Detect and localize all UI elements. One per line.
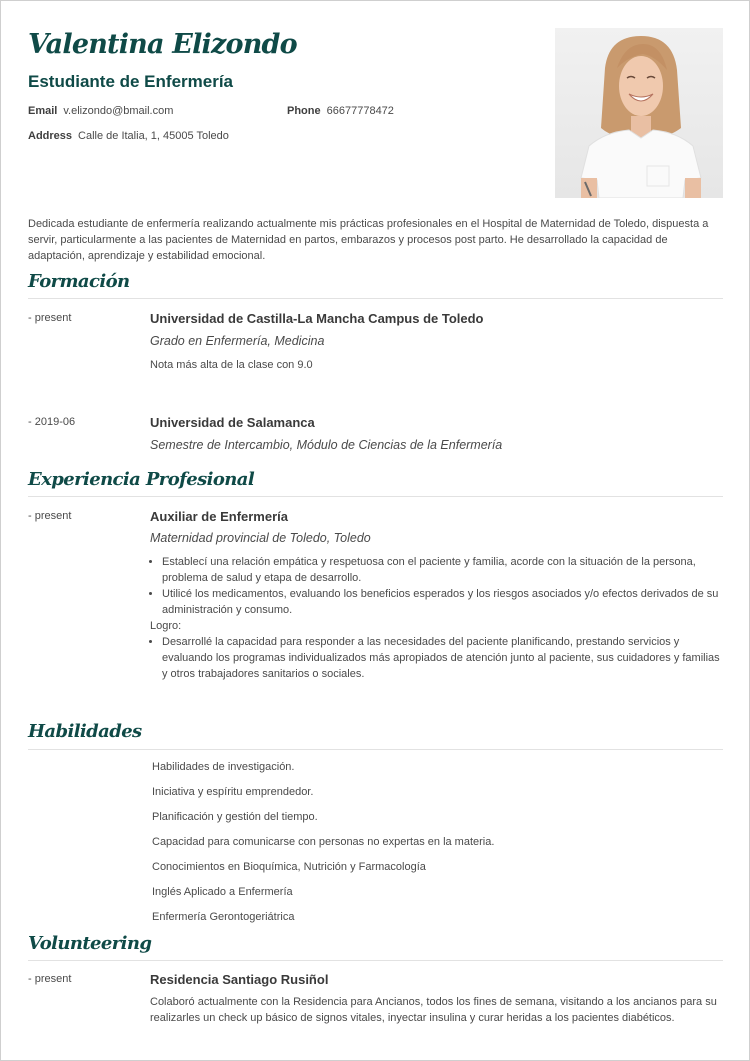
experience-employer: Maternidad provincial de Toledo, Toledo [150, 531, 371, 545]
portrait-image [555, 28, 723, 198]
volunteering-description: Colaboró actualmente con la Residencia para Ancianos, todos los fines de semana, visitando a los ancianos para su realizarles un check up básico de signos vitales, inyectar insulina y curar heridas a los pacientes diabéticos. [150, 996, 717, 1024]
education-date: - 2019-06 [28, 416, 76, 428]
experience-details [150, 554, 725, 682]
education-institution: Universidad de Castilla-La Mancha Campus de Toledo [150, 311, 484, 326]
section-heading-education: Formación [28, 271, 130, 292]
contact-email [28, 105, 173, 117]
section-divider [28, 749, 723, 750]
skill-item: Iniciativa y espíritu emprendedor. [152, 786, 314, 798]
experience-role: Auxiliar de Enfermería [150, 509, 288, 524]
email-label: Email [28, 105, 58, 117]
phone-label: Phone [287, 105, 321, 117]
skill-item: Conocimientos en Bioquímica, Nutrición y Farmacología [152, 861, 426, 873]
address-value: Calle de Italia, 1, 45005 Toledo [78, 130, 229, 142]
profile-photo [555, 28, 723, 198]
section-heading-skills: Habilidades [28, 721, 142, 742]
section-divider [28, 960, 723, 961]
achievements-list [150, 634, 725, 682]
address-label: Address [28, 130, 73, 142]
education-date: - present [28, 312, 72, 324]
responsibility-item: • Establecí una relación empática y respetuosa con el paciente y familia, acorde con la situación de la persona, problema de salud y etapa de desarrollo. [162, 554, 725, 586]
profile-summary: Dedicada estudiante de enfermería realizando actualmente mis prácticas profesionales en el Hospital de Maternidad de Toledo, dispuesta a servir, particularmente a las pacientes de Maternidad en partos, embarazos y procesos post parto. He desarrollado la capacidad de adaptación, aprendizaje y estabilidad emocional. [28, 218, 709, 262]
responsibilities-list [150, 554, 725, 618]
email-value[interactable]: v.elizondo@bmail.com [63, 105, 174, 117]
education-note: Nota más alta de la clase con 9.0 [150, 359, 313, 371]
candidate-name: Valentina Elizondo [28, 29, 297, 60]
skill-item: Inglés Aplicado a Enfermería [152, 886, 293, 898]
volunteering-organization: Residencia Santiago Rusiñol [150, 972, 329, 987]
section-divider [28, 496, 723, 497]
contact-phone [287, 105, 394, 117]
skill-item: Enfermería Gerontogeriátrica [152, 911, 295, 923]
education-degree: Grado en Enfermería, Medicina [150, 334, 325, 348]
candidate-title: Estudiante de Enfermería [28, 72, 234, 91]
experience-date: - present [28, 510, 72, 522]
skill-item: Planificación y gestión del tiempo. [152, 811, 318, 823]
skill-item: Capacidad para comunicarse con personas no expertas en la materia. [152, 836, 495, 848]
section-heading-volunteering: Volunteering [28, 933, 152, 954]
section-heading-experience: Experiencia Profesional [28, 469, 255, 490]
education-degree: Semestre de Intercambio, Módulo de Ciencias de la Enfermería [150, 438, 503, 452]
phone-value: 66677778472 [326, 105, 394, 117]
responsibility-item: • Utilicé los medicamentos, evaluando los beneficios esperados y los riesgos asociados y/o efectos derivados de su administración y consumo. [162, 586, 725, 618]
achievement-item: • Desarrollé la capacidad para responder a las necesidades del paciente planificando, prestando servicios y evaluando los programas individualizados más apropiados de atención junto al paciente, sus cuidadores y familias y otros trabajadores sanitarios o sociales. [162, 634, 725, 682]
contact-address [28, 130, 229, 142]
section-divider [28, 298, 723, 299]
skill-item: Habilidades de investigación. [152, 761, 295, 773]
achievement-label: Logro: [150, 620, 182, 632]
volunteering-date: - present [28, 973, 72, 985]
education-institution: Universidad de Salamanca [150, 415, 315, 430]
